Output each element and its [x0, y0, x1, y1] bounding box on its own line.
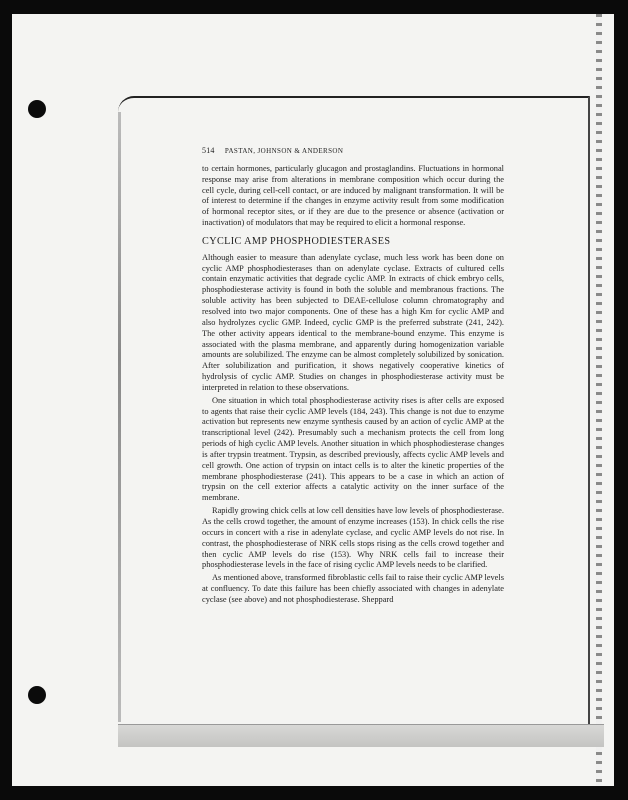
punch-hole-top — [28, 100, 46, 118]
section-heading: CYCLIC AMP PHOSPHODIESTERASES — [202, 235, 391, 247]
body-paragraph: Rapidly growing chick cells at low cell densities have low levels of phosphodiesterase. As the cells crowd together, the amount of enzyme increases (153). In chick cells the rise occurs in concert with a rise in adenylate cyclase, and cyclic AMP levels do not rise. In contrast, the phosphodiesterase of NRK cells stops rising as the cells crowd together and then cyclic AMP levels do rise (153). Why NRK cells fail to increase their phosphodiesterase levels in the face of rising cyclic AMP levels needs to be clarified. — [202, 506, 504, 570]
running-head-authors: PASTAN, JOHNSON & ANDERSON — [224, 147, 344, 155]
body-paragraph: One situation in which total phosphodiesterase activity rises is after cells are exposed to agents that raise their cyclic AMP levels (184, 243). This change is not due to enzyme activation but represents new enzyme synthesis caused by an action of cyclic AMP at the transcriptional level (242). Presumably such a mechanism protects the cell from long periods of high cyclic AMP levels. Another situation in which phosphodiesterase changes is after trypsin treatment. Trypsin, as described previously, affects cyclic AMP levels and cell growth. One action of trypsin on intact cells is to alter the kinetic properties of the membrane phosphodiesterase (241). This appears to be a case in which an action of trypsin on the cell exterior affects a catalytic activity on the inner surface of the membrane. — [202, 395, 504, 503]
intro-paragraph: to certain hormones, particularly glucagon and prostaglandins. Fluctuations in hormonal response may arise from alterations in membrane composition which occur during the cell cycle, during cell-cell contact, or are induced by malignant transformation. It will be of interest to determine if the changes in enzyme activity result from some modification of hormonal receptor sites, or if they are due to the presence or absence (activation or inactivation) of modulators that may be required to elicit a hormonal response. — [202, 163, 504, 228]
running-header — [202, 146, 504, 157]
photocopy-bottom-shadow — [118, 724, 604, 747]
page-number: 514 — [202, 146, 215, 155]
photocopy-left-shadow — [118, 112, 121, 722]
punch-hole-bottom — [28, 686, 46, 704]
journal-page — [202, 146, 504, 606]
sheet-edge-shadow — [596, 14, 602, 786]
body-paragraph: Although easier to measure than adenylate cyclase, much less work has been done on cyclic AMP phosphodiesterases than on adenylate cyclase. Extracts of cultured cells contain enzymatic activities that degrade cyclic AMP. In extracts of chick embryo cells, phosphodiesterase activity is found in both the soluble and membranous fractions. The soluble activity has been subjected to DEAE-cellulose column chromatography and resolved into two major components. One of these has a high Km for cyclic AMP and also hydrolyzes cyclic GMP. Indeed, cyclic GMP is the preferred substrate (241, 242). The other activity appears identical to the membrane-bound enzyme. This enzyme is associated with the plasma membrane, and apparently during homogenization variable amounts are solubilized. The enzyme can be almost completely solubilized by sonication. After solubilization and purification, it shows negatively cooperative kinetics of hydrolysis of cyclic AMP. Studies on changes in phosphodiesterase activity must be interpreted in relation to these observations. — [202, 252, 504, 392]
body-paragraph: As mentioned above, transformed fibroblastic cells fail to raise their cyclic AMP levels at confluency. To date this failure has been chiefly associated with changes in adenylate cyclase (see above) and not phosphodiesterase. Sheppard — [202, 573, 504, 604]
